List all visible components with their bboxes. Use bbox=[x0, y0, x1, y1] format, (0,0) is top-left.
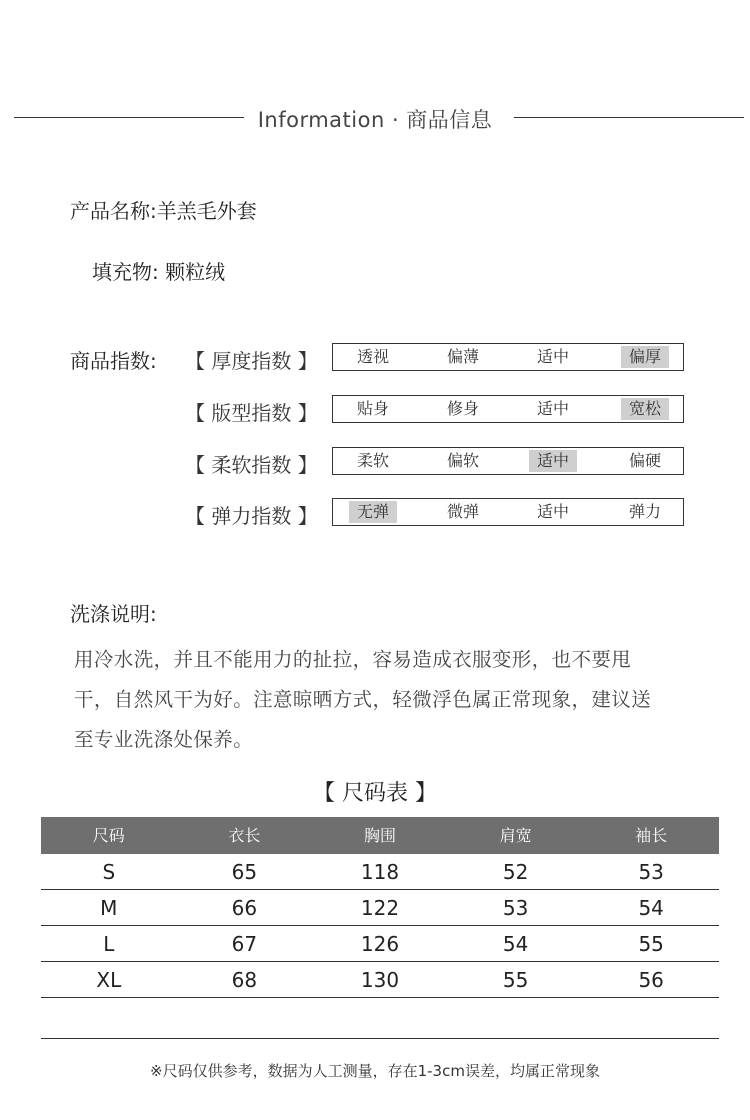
table-header-cell: 肩宽 bbox=[499, 826, 532, 845]
table-cell: 126 bbox=[360, 932, 400, 956]
index-option: 偏厚 bbox=[621, 346, 669, 368]
table-header-cell: 尺码 bbox=[92, 826, 125, 845]
index-scale-thickness bbox=[332, 343, 684, 371]
table-cell: 54 bbox=[502, 932, 529, 956]
index-label-elasticity: 【 弹力指数 】 bbox=[185, 504, 318, 528]
table-row bbox=[41, 926, 719, 962]
table-cell: 55 bbox=[502, 968, 529, 992]
index-option: 适中 bbox=[536, 502, 569, 521]
table-cell: 118 bbox=[360, 860, 400, 884]
table-cell: 66 bbox=[231, 896, 258, 920]
index-section-title: 商品指数: bbox=[70, 349, 157, 373]
product-name-label: 产品名称: bbox=[70, 199, 157, 223]
index-option: 柔软 bbox=[356, 451, 389, 470]
table-cell: 130 bbox=[360, 968, 400, 992]
table-cell: 67 bbox=[231, 932, 258, 956]
table-cell: L bbox=[103, 932, 115, 956]
header-right-line bbox=[514, 117, 744, 118]
table-bottom-line bbox=[41, 1038, 719, 1039]
filling-row bbox=[92, 256, 225, 285]
table-cell: 53 bbox=[638, 860, 664, 884]
table-cell: M bbox=[100, 896, 118, 920]
index-label-thickness: 【 厚度指数 】 bbox=[185, 349, 318, 373]
table-header-cell: 袖长 bbox=[635, 826, 668, 845]
index-option: 微弹 bbox=[446, 502, 479, 521]
table-cell: 55 bbox=[638, 932, 664, 956]
wash-instructions bbox=[74, 640, 694, 760]
table-row bbox=[41, 890, 719, 926]
table-row bbox=[41, 854, 719, 890]
index-option: 透视 bbox=[356, 347, 389, 366]
product-name-row bbox=[70, 195, 257, 224]
index-scale-elasticity bbox=[332, 498, 684, 526]
index-option: 适中 bbox=[536, 399, 569, 418]
product-name-value: 羊羔毛外套 bbox=[156, 199, 257, 223]
index-option: 贴身 bbox=[356, 399, 389, 418]
index-option: 无弹 bbox=[349, 501, 397, 523]
wash-line: 用冷水洗，并且不能用力的扯拉，容易造成衣服变形，也不要甩 bbox=[74, 648, 632, 671]
table-header-cell: 衣长 bbox=[228, 826, 261, 845]
index-scale-fit bbox=[332, 395, 684, 423]
table-row bbox=[41, 962, 719, 998]
table-cell: XL bbox=[96, 968, 122, 992]
size-table-title: 【 尺码表 】 bbox=[313, 781, 437, 806]
index-option: 偏薄 bbox=[446, 347, 479, 366]
table-cell: 53 bbox=[502, 896, 529, 920]
index-option: 适中 bbox=[529, 450, 577, 472]
index-option: 偏硬 bbox=[628, 451, 661, 470]
table-cell: 68 bbox=[231, 968, 258, 992]
table-header-row bbox=[41, 817, 719, 854]
table-cell: S bbox=[102, 860, 116, 884]
table-cell: 122 bbox=[360, 896, 400, 920]
filling-value: 颗粒绒 bbox=[165, 260, 226, 284]
index-option: 偏软 bbox=[446, 451, 479, 470]
wash-section-title: 洗涤说明: bbox=[70, 602, 157, 626]
table-header-cell: 胸围 bbox=[363, 826, 396, 845]
table-cell: 52 bbox=[502, 860, 529, 884]
wash-line: 干，自然风干为好。注意晾晒方式，轻微浮色属正常现象，建议送 bbox=[74, 688, 652, 711]
size-note: ※尺码仅供参考，数据为人工测量，存在1-3cm误差，均属正常现象 bbox=[150, 1062, 600, 1080]
index-option: 适中 bbox=[536, 347, 569, 366]
wash-line: 至专业洗涤处保养。 bbox=[74, 728, 254, 751]
index-label-fit: 【 版型指数 】 bbox=[185, 401, 318, 425]
size-table bbox=[41, 817, 719, 998]
index-option: 修身 bbox=[446, 399, 479, 418]
table-cell: 65 bbox=[231, 860, 258, 884]
index-scale-softness bbox=[332, 447, 684, 475]
index-label-softness: 【 柔软指数 】 bbox=[185, 453, 318, 477]
filling-label: 填充物: bbox=[92, 260, 159, 284]
table-cell: 56 bbox=[638, 968, 664, 992]
index-option: 宽松 bbox=[621, 398, 669, 420]
page-title: Information · 商品信息 bbox=[257, 108, 493, 132]
table-cell: 54 bbox=[638, 896, 664, 920]
index-option: 弹力 bbox=[628, 502, 661, 521]
